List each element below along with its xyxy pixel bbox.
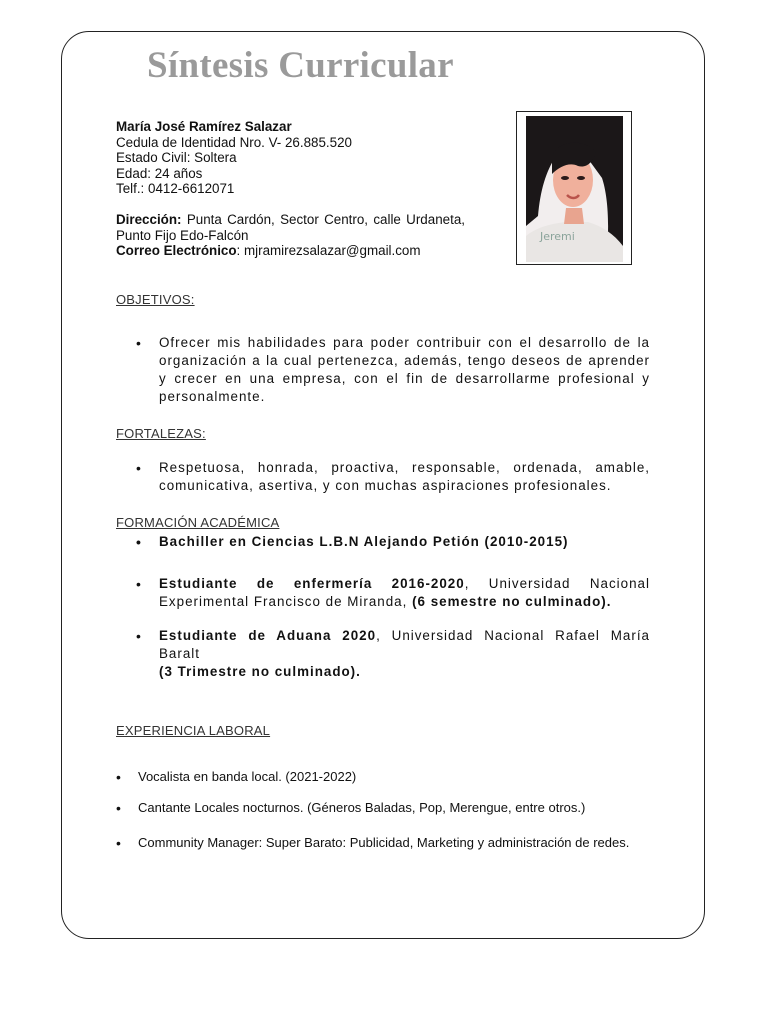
phone: Telf.: 0412-6612071	[116, 181, 235, 196]
email-label: Correo Electrónico	[116, 243, 237, 258]
experiencia-list-2	[138, 800, 658, 816]
address-line2: Punto Fijo Edo-Falcón	[116, 227, 249, 243]
list-item	[159, 627, 650, 681]
page-title: Síntesis Curricular	[147, 45, 454, 86]
formacion-list-3	[159, 627, 650, 681]
civil-status: Estado Civil: Soltera	[116, 150, 237, 165]
list-item: • Respetuosa, honrada, proactiva, responsable, ordenada, amable, comunicativa, asertiva, y con muchas aspiraciones profesionales.	[159, 459, 650, 495]
personal-info	[116, 119, 466, 259]
list-item: • Ofrecer mis habilidades para poder contribuir con el desarrollo de la organización a la cual pertenezca, además, tengo deseos de aprender y crecer en una empresa, con el fin de desarrollarme profesional y personalmente.	[159, 334, 650, 406]
experiencia-list-3	[138, 835, 658, 851]
formacion-list	[159, 533, 650, 551]
full-name: María José Ramírez Salazar	[116, 119, 292, 134]
objetivos-list	[159, 334, 650, 406]
email-value: : mjramirezsalazar@gmail.com	[236, 243, 421, 258]
institution: , Universidad Nacional	[464, 576, 650, 591]
experiencia-heading: EXPERIENCIA LABORAL	[116, 723, 271, 738]
institution-cont: Experimental Francisco de Miranda,	[159, 594, 413, 609]
list-item: • Cantante Locales nocturnos. (Géneros Baladas, Pop, Merengue, entre otros.)	[138, 800, 658, 816]
list-item: • Community Manager: Super Barato: Publicidad, Marketing y administración de redes.	[138, 835, 658, 851]
fortalezas-heading: FORTALEZAS:	[116, 426, 206, 441]
degree-title: Estudiante de enfermería 2016-2020	[159, 576, 465, 591]
list-item: • Bachiller en Ciencias L.B.N Alejando Petión (2010-2015)	[159, 533, 650, 551]
list-item	[159, 575, 650, 611]
photo-frame	[516, 111, 632, 265]
formacion-list-2	[159, 575, 650, 611]
email	[116, 243, 466, 259]
fortalezas-list	[159, 459, 650, 495]
objetivos-heading: OBJETIVOS:	[116, 292, 195, 307]
address-line1: Punta Cardón, Sector Centro, calle Urdaneta,	[186, 211, 465, 227]
address-label: Dirección:	[116, 211, 182, 227]
degree-status: (6 semestre no culminado).	[412, 594, 612, 609]
formacion-heading: FORMACIÓN ACADÉMICA	[116, 515, 280, 530]
profile-photo	[526, 116, 623, 262]
degree-title: Estudiante de Aduana 2020	[159, 628, 377, 643]
id-number: Cedula de Identidad Nro. V- 26.885.520	[116, 134, 352, 150]
degree-status: (3 Trimestre no culminado).	[159, 664, 361, 679]
institution: , Universidad Nacional Rafael María Baralt	[159, 628, 650, 661]
experiencia-list	[138, 769, 658, 785]
age: Edad: 24 años	[116, 165, 203, 181]
shirt-text: Jeremi	[540, 230, 575, 243]
list-item: • Vocalista en banda local. (2021-2022)	[138, 769, 658, 785]
